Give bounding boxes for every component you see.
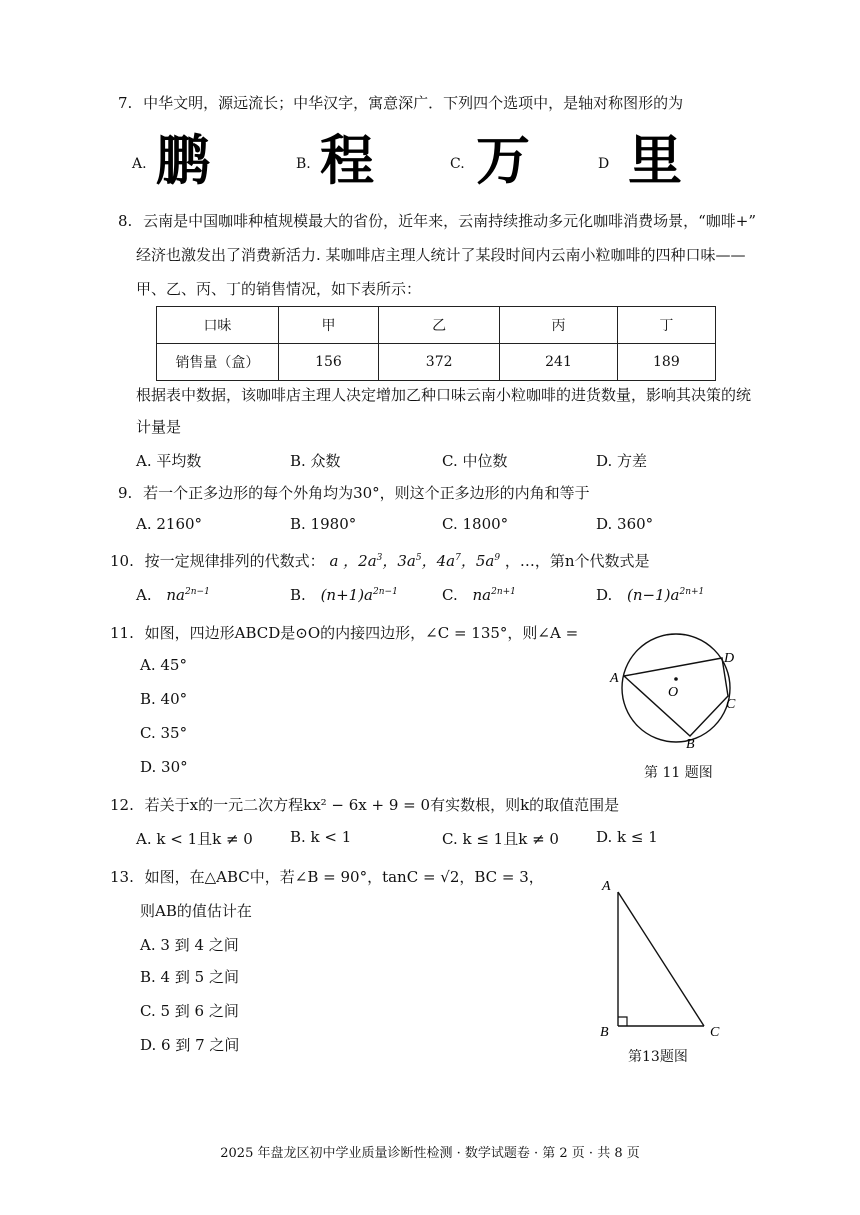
q10-option-b bbox=[290, 586, 398, 604]
q13-number: 13. bbox=[110, 868, 134, 886]
q9-number: 9. bbox=[118, 484, 133, 502]
q7-number: 7. bbox=[118, 94, 133, 112]
page-footer: 2025 年盘龙区初中学业质量诊断性检测 · 数学试题卷 · 第 2 页 · 共 8 页 bbox=[220, 1146, 640, 1161]
q10-option-a bbox=[136, 586, 210, 604]
q12-stem bbox=[110, 794, 619, 815]
point-c-label: C bbox=[726, 697, 736, 712]
q7-option-b-char: 程 bbox=[320, 129, 374, 192]
table-cell: 372 bbox=[379, 344, 500, 381]
q11-text: 如图，四边形ABCD是⊙O的内接四边形，∠C = 135°，则∠A = bbox=[144, 624, 579, 642]
q8-option-d: D. 方差 bbox=[596, 452, 648, 470]
q10-option-d-expr: $(n-1)a^{2n+1}$ bbox=[627, 586, 705, 604]
q10-option-b-expr: $(n+1)a^{2n-1}$ bbox=[320, 586, 398, 604]
q10-option-d-label: D. bbox=[596, 586, 613, 604]
q9-text: 若一个正多边形的每个外角均为30°，则这个正多边形的内角和等于 bbox=[143, 484, 590, 502]
q12-text: 若关于x的一元二次方程kx² − 6x + 9 = 0有实数根，则k的取值范围是 bbox=[144, 796, 620, 814]
q7-option-a-label: A. bbox=[132, 156, 147, 172]
point-c-label: C bbox=[710, 1025, 720, 1040]
q8-after-line1: 根据表中数据，该咖啡店主理人决定增加乙种口味云南小粒咖啡的进货数量，影响其决策的统 bbox=[136, 386, 752, 404]
q7-option-a-char: 鹏 bbox=[156, 129, 210, 192]
q11-option-b: B. 40° bbox=[140, 690, 188, 708]
q11-number: 11. bbox=[110, 624, 134, 642]
point-o-label: O bbox=[668, 685, 679, 700]
q13-option-a: A. 3 到 4 之间 bbox=[140, 936, 239, 954]
q9-stem bbox=[118, 482, 590, 503]
q9-option-c: C. 1800° bbox=[442, 515, 509, 533]
q13-stem-line1 bbox=[110, 866, 544, 887]
table-row bbox=[157, 344, 716, 381]
q10-option-a-expr: $na^{2n-1}$ bbox=[166, 586, 210, 604]
point-b-label: B bbox=[600, 1025, 609, 1040]
q8-stem-line3: 甲、乙、丙、丁的销售情况，如下表所示： bbox=[136, 280, 422, 298]
q8-option-c: C. 中位数 bbox=[442, 452, 508, 470]
q13-option-b: B. 4 到 5 之间 bbox=[140, 968, 239, 986]
q7-stem bbox=[118, 92, 683, 113]
q10-text-prefix: 按一定规律排列的代数式： bbox=[144, 552, 325, 570]
q7-option-d-char: 里 bbox=[628, 129, 682, 192]
q10-number: 10. bbox=[110, 552, 134, 570]
table-cell: 189 bbox=[617, 344, 715, 381]
table-cell: 241 bbox=[500, 344, 617, 381]
table-header-cell: 乙 bbox=[379, 307, 500, 344]
q10-text-suffix: ，…，第n个代数式是 bbox=[504, 552, 650, 570]
q8-option-b: B. 众数 bbox=[290, 452, 341, 470]
q8-after-line2: 计量是 bbox=[136, 418, 182, 436]
q10-option-c-label: C. bbox=[442, 586, 458, 604]
q8-stem-line1 bbox=[118, 210, 756, 231]
table-cell: 156 bbox=[278, 344, 378, 381]
q7-option-c-char: 万 bbox=[476, 129, 530, 192]
q11-option-d: D. 30° bbox=[140, 758, 188, 776]
q12-option-d: D. k ≤ 1 bbox=[596, 828, 658, 846]
q8-stem-line2: 经济也激发出了消费新活力. 某咖啡店主理人统计了某段时间内云南小粒咖啡的四种口味—— bbox=[136, 246, 746, 264]
q7-option-d-label: D bbox=[598, 156, 610, 172]
point-b-label: B bbox=[686, 737, 695, 752]
q10-option-a-label: A. bbox=[136, 586, 152, 604]
q11-figure-caption: 第 11 题图 bbox=[644, 765, 713, 781]
q13-text-1: 如图，在△ABC中，若∠B = 90°，tanC = √2，BC = 3， bbox=[144, 868, 544, 886]
q11-option-a: A. 45° bbox=[140, 656, 187, 674]
sales-table bbox=[156, 306, 716, 381]
q12-option-c: C. k ≤ 1且k ≠ 0 bbox=[442, 830, 559, 848]
q9-option-b: B. 1980° bbox=[290, 515, 357, 533]
table-header-cell: 丁 bbox=[617, 307, 715, 344]
q7-text: 中华文明，源远流长；中华汉字，寓意深广．下列四个选项中，是轴对称图形的为 bbox=[143, 94, 684, 112]
q10-option-d bbox=[596, 586, 704, 604]
q8-number: 8. bbox=[118, 212, 133, 230]
q13-option-d: D. 6 到 7 之间 bbox=[140, 1036, 240, 1054]
q9-option-a: A. 2160° bbox=[136, 515, 203, 533]
table-header-cell: 甲 bbox=[278, 307, 378, 344]
q7-option-c-label: C. bbox=[450, 156, 465, 172]
point-a-label: A bbox=[610, 671, 619, 686]
q7-option-b-label: B. bbox=[296, 156, 311, 172]
q11-circle-figure bbox=[600, 624, 760, 754]
table-header-cell: 丙 bbox=[500, 307, 617, 344]
point-a-label: A bbox=[602, 879, 611, 894]
center-dot bbox=[674, 677, 678, 681]
table-row bbox=[157, 307, 716, 344]
side-ac bbox=[618, 892, 704, 1026]
q10-option-c-expr: $na^{2n+1}$ bbox=[472, 586, 516, 604]
q13-triangle-figure bbox=[592, 874, 732, 1044]
right-angle-mark bbox=[618, 1017, 627, 1026]
q11-stem bbox=[110, 622, 578, 643]
q12-option-b: B. k < 1 bbox=[290, 828, 352, 846]
q8-text-1: 云南是中国咖啡种植规模最大的省份，近年来，云南持续推动多元化咖啡消费场景，“咖啡+” bbox=[143, 212, 757, 230]
q10-sequence: a ，$2a^3$，$3a^5$，$4a^7$，$5a^9$ bbox=[329, 552, 501, 570]
table-cell: 销售量（盒） bbox=[157, 344, 279, 381]
q8-option-a: A. 平均数 bbox=[136, 452, 202, 470]
q9-option-d: D. 360° bbox=[596, 515, 654, 533]
q11-option-c: C. 35° bbox=[140, 724, 188, 742]
q10-stem bbox=[110, 550, 650, 571]
q13-figure-caption: 第13题图 bbox=[628, 1049, 688, 1065]
q10-option-c bbox=[442, 586, 516, 604]
q10-option-b-label: B. bbox=[290, 586, 306, 604]
q13-option-c: C. 5 到 6 之间 bbox=[140, 1002, 239, 1020]
q13-stem-line2: 则AB的值估计在 bbox=[140, 902, 252, 920]
table-header-cell: 口味 bbox=[157, 307, 279, 344]
q12-option-a: A. k < 1且k ≠ 0 bbox=[136, 830, 253, 848]
q12-number: 12. bbox=[110, 796, 134, 814]
point-d-label: D bbox=[724, 651, 735, 666]
